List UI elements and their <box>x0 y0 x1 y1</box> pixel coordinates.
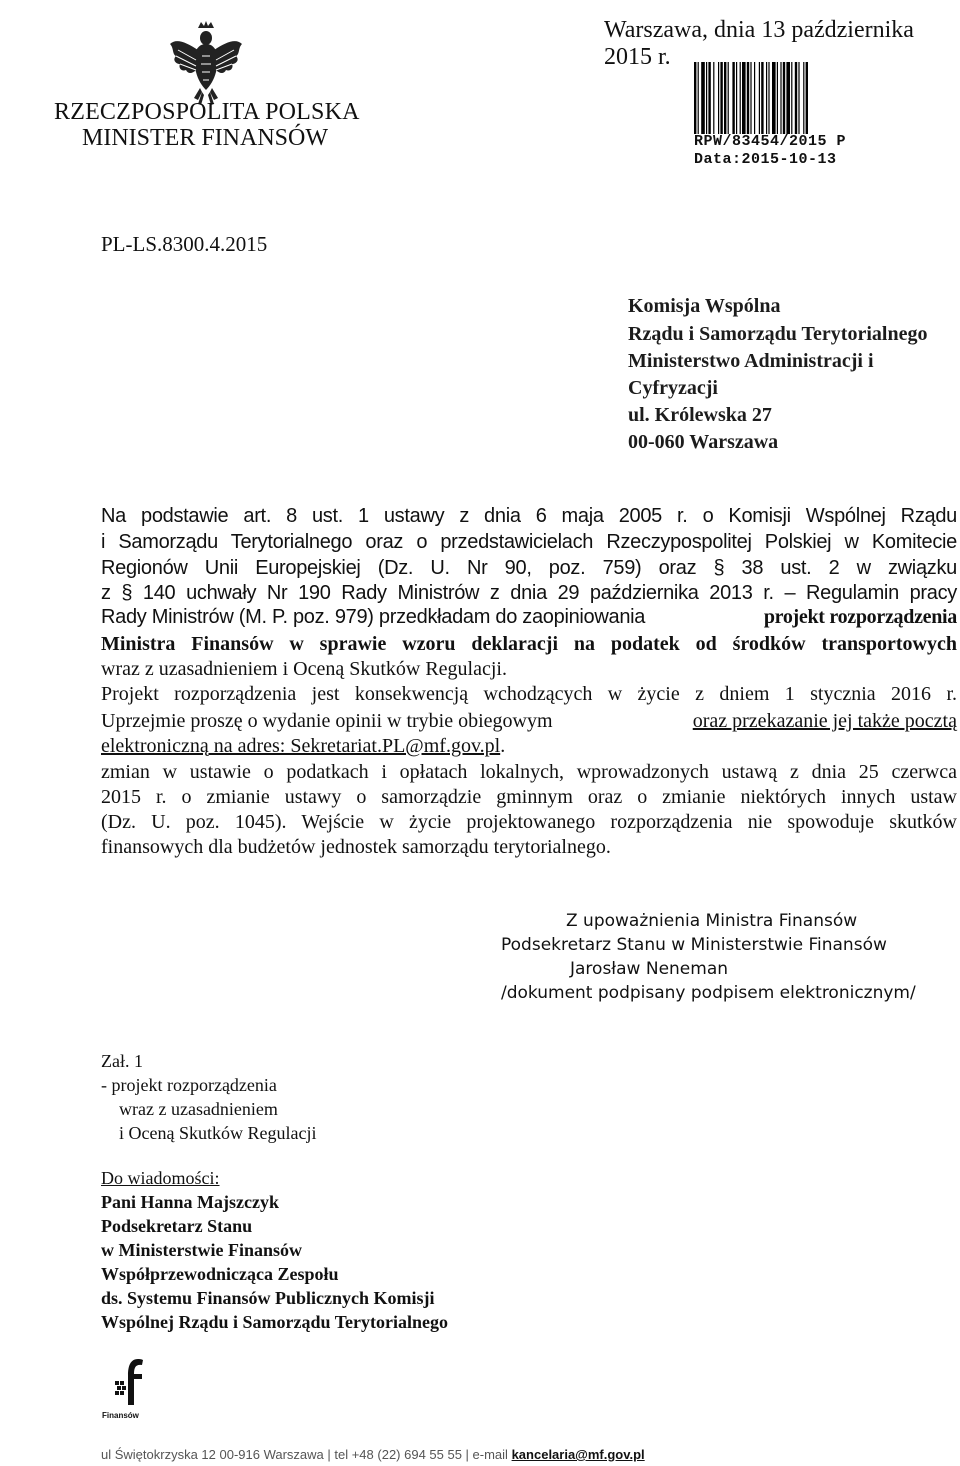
barcode-bar <box>736 62 737 134</box>
barcode-bar <box>698 62 699 134</box>
barcode-bar <box>761 62 763 134</box>
signature-line: Z upoważnienia Ministra Finansów <box>566 911 858 931</box>
body-line-text: Uprzejmie proszę o wydanie opinii w trybie obiegowym <box>101 710 553 732</box>
body-line: wraz z uzasadnieniem i Oceną Skutków Regulacji. <box>101 658 507 680</box>
barcode-bar <box>780 62 781 134</box>
body-line: (Dz. U. poz. 1045). Wejście w życie projektowanego rozporządzenia nie spowoduje skutków <box>101 811 957 833</box>
footer-email-link[interactable]: kancelaria@mf.gov.pl <box>511 1447 645 1462</box>
barcode-bar <box>795 62 797 134</box>
barcode-bar <box>694 62 696 134</box>
barcode-bar <box>713 62 714 134</box>
email-link[interactable]: elektroniczną na adres: Sekretariat.PL@mf.gov.pl <box>101 735 501 757</box>
barcode-bar <box>701 62 705 134</box>
barcode-bar <box>786 62 790 134</box>
body-line: 2015 r. o zmianie ustawy o samorządzie gminnym oraz o zmianie niektórych innych ustaw <box>101 786 957 808</box>
cc-line: ds. Systemu Finansów Publicznych Komisji <box>101 1288 435 1308</box>
attachment-line: Zał. 1 <box>101 1051 143 1071</box>
polish-eagle-emblem-icon <box>168 20 244 106</box>
body-line-text: . <box>500 735 506 757</box>
barcode-bar <box>747 62 749 134</box>
barcode-bar <box>742 62 746 134</box>
barcode-bar <box>798 62 799 134</box>
logo-text: Finansów <box>102 1411 139 1420</box>
cc-line: Wspólnej Rządu i Samorządu Terytorialnego <box>101 1312 449 1332</box>
footer <box>101 1447 645 1462</box>
addressee-line: Komisja Wspólna <box>628 295 781 317</box>
body-line: finansowych dla budżetów jednostek samorządu terytorialnego. <box>101 836 611 858</box>
body-line: Regionów Unii Europejskiej (Dz. U. Nr 90, poz. 759) oraz § 38 ust. 2 w związku <box>101 557 957 579</box>
attachment-line: i Oceną Skutków Regulacji <box>119 1123 317 1143</box>
body-line: Projekt rozporządzenia jest konsekwencją wchodzących w życie z dniem 1 stycznia 2016 r. <box>101 683 957 705</box>
body-line: Na podstawie art. 8 ust. 1 ustawy z dnia 6 maja 2005 r. o Komisji Wspólnej Rządu <box>101 505 957 527</box>
signature-line: Podsekretarz Stanu w Ministerstwie Finansów <box>501 935 887 955</box>
reference-number: PL-LS.8300.4.2015 <box>101 232 268 256</box>
barcode-bar <box>806 62 808 134</box>
org-name-line-2: MINISTER FINANSÓW <box>82 125 328 151</box>
addressee-line: ul. Królewska 27 <box>628 404 772 426</box>
barcode-bar <box>783 62 785 134</box>
barcode-image <box>694 62 844 134</box>
body-line <box>101 710 957 733</box>
barcode-bar <box>724 62 726 134</box>
org-name-line-1: RZECZPOSPOLITA POLSKA <box>54 99 360 125</box>
cc-line: Podsekretarz Stanu <box>101 1216 253 1236</box>
barcode-date: Data:2015-10-13 <box>694 151 837 168</box>
signature-line: /dokument podpisany podpisem elektronicznym/ <box>501 983 916 1003</box>
ministry-logo-icon <box>112 1355 152 1407</box>
attachment-line: - projekt rozporządzenia <box>101 1075 277 1095</box>
body-line: zmian w ustawie o podatkach i opłatach lokalnych, wprowadzonych ustawą z dnia 25 czerwca <box>101 761 957 783</box>
barcode-bar <box>718 62 719 134</box>
addressee-line: Rządu i Samorządu Terytorialnego <box>628 323 928 345</box>
barcode-bar <box>732 62 734 134</box>
cc-line: Pani Hanna Majszczyk <box>101 1192 279 1212</box>
barcode-bar <box>759 62 760 134</box>
body-line: z § 140 uchwały Nr 190 Rady Ministrów z dnia 29 października 2013 r. – Regulamin pracy <box>101 582 957 604</box>
addressee-line: Ministerstwo Administracji i <box>628 350 874 372</box>
barcode-bar <box>803 62 804 134</box>
barcode-bar <box>740 62 741 134</box>
barcode-bar <box>768 62 769 134</box>
body-line-emphasis: Ministra Finansów w sprawie wzoru deklaracji na podatek od środków transportowych <box>101 633 957 655</box>
cc-line: w Ministerstwie Finansów <box>101 1240 302 1260</box>
barcode-bar <box>706 62 707 134</box>
barcode-id: RPW/83454/2015 P <box>694 133 847 150</box>
body-line <box>101 606 957 629</box>
barcode-bar <box>708 62 710 134</box>
body-line: i Samorządu Terytorialnego oraz o przedstawicielach Rzeczypospolitej Polskiej w Komitecie <box>101 531 957 553</box>
barcode-bar <box>754 62 755 134</box>
date-line: Warszawa, dnia 13 października 2015 r. <box>604 17 914 70</box>
addressee-line: Cyfryzacji <box>628 377 718 399</box>
cc-line: Współprzewodnicząca Zespołu <box>101 1264 339 1284</box>
barcode-bar <box>720 62 722 134</box>
body-line <box>101 735 957 758</box>
cc-title: Do wiadomości: <box>101 1168 220 1188</box>
barcode-bar <box>728 62 729 134</box>
signature-name: Jarosław Neneman <box>570 959 729 979</box>
barcode-bar <box>766 62 767 134</box>
attachment-line: wraz z uzasadnieniem <box>119 1099 278 1119</box>
barcode-bar <box>772 62 776 134</box>
barcode-bar <box>777 62 778 134</box>
addressee-line: 00-060 Warszawa <box>628 431 779 453</box>
barcode-bar <box>750 62 751 134</box>
footer-address: ul Świętokrzyska 12 00-916 Warszawa | tel +48 (22) 694 55 55 | e-mail <box>101 1447 508 1462</box>
body-line-text: Rady Ministrów (M. P. poz. 979) przedkładam do zaopiniowania <box>101 606 646 628</box>
body-line-emphasis: projekt rozporządzenia <box>763 606 957 628</box>
barcode-bar <box>791 62 792 134</box>
body-line-underlined: oraz przekazanie jej także pocztą <box>692 710 957 732</box>
